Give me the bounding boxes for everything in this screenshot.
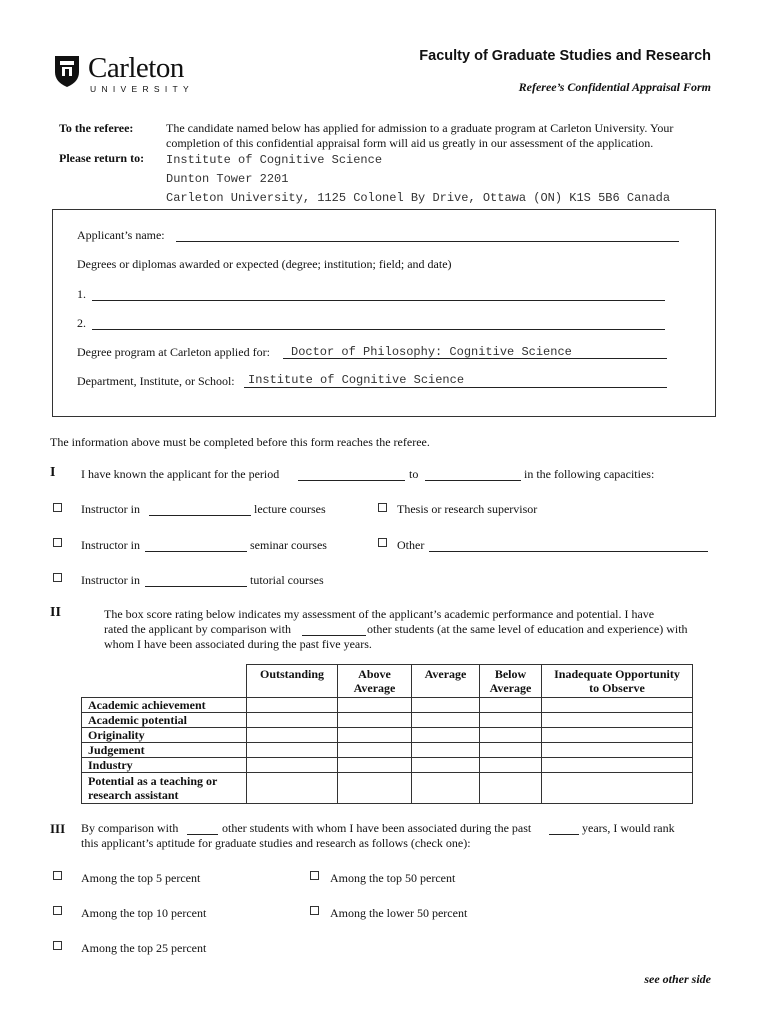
table-corner bbox=[82, 665, 247, 698]
other-label: Other bbox=[397, 538, 425, 552]
col-above-average: Above Average bbox=[338, 665, 412, 698]
other-checkbox[interactable] bbox=[378, 538, 387, 547]
rating-cell[interactable] bbox=[542, 712, 693, 727]
seminar-label-a: Instructor in bbox=[81, 538, 140, 552]
lecture-count-field[interactable] bbox=[149, 504, 251, 516]
degree-item-1-label: 1. bbox=[77, 287, 86, 301]
rating-cell[interactable] bbox=[412, 742, 480, 757]
form-subtitle: Referee’s Confidential Appraisal Form bbox=[518, 80, 711, 94]
rating-cell[interactable] bbox=[338, 757, 412, 772]
row-label-academic-potential: Academic potential bbox=[82, 712, 247, 727]
rating-cell[interactable] bbox=[247, 772, 338, 803]
rating-cell[interactable] bbox=[542, 727, 693, 742]
rating-cell[interactable] bbox=[338, 772, 412, 803]
department-value: Institute of Cognitive Science bbox=[248, 373, 465, 387]
row-label-judgement: Judgement bbox=[82, 742, 247, 757]
top25-label: Among the top 25 percent bbox=[81, 941, 207, 955]
section-3-line-2: this applicant’s aptitude for graduate studies and research as follows (check one): bbox=[81, 836, 471, 850]
intro-text-1: The candidate named below has applied for admission to a graduate program at Carleton University. Your bbox=[166, 121, 674, 135]
rating-cell[interactable] bbox=[542, 742, 693, 757]
rating-cell[interactable] bbox=[412, 697, 480, 712]
col-inadequate-opportunity: Inadequate Opportunity to Observe bbox=[542, 665, 693, 698]
address-line-1: Institute of Cognitive Science bbox=[166, 153, 383, 167]
rating-cell[interactable] bbox=[247, 757, 338, 772]
notice-text: The information above must be completed before this form reaches the referee. bbox=[50, 435, 430, 449]
section-2-line-1: The box score rating below indicates my assessment of the applicant’s academic performance and potential. I have bbox=[104, 607, 655, 621]
lecture-label-b: lecture courses bbox=[254, 502, 326, 516]
rating-cell[interactable] bbox=[542, 772, 693, 803]
logo-subtitle: UNIVERSITY bbox=[90, 84, 195, 94]
rating-cell[interactable] bbox=[542, 757, 693, 772]
applicant-name-field[interactable] bbox=[176, 230, 679, 242]
logo-wordmark: Carleton bbox=[88, 52, 184, 84]
section-1-numeral: I bbox=[50, 465, 56, 480]
table-row bbox=[82, 757, 693, 772]
page-title: Faculty of Graduate Studies and Research bbox=[419, 48, 711, 64]
table-row bbox=[82, 742, 693, 757]
top5-label: Among the top 5 percent bbox=[81, 871, 201, 885]
degree-item-2-field[interactable] bbox=[92, 318, 665, 330]
to-referee-label: To the referee: bbox=[59, 121, 134, 135]
seminar-count-field[interactable] bbox=[145, 540, 247, 552]
lower50-checkbox[interactable] bbox=[310, 906, 319, 915]
section-3-line-1b: other students with whom I have been associated during the past bbox=[222, 821, 532, 835]
row-label-potential: Potential as a teaching or research assistant bbox=[82, 772, 247, 803]
period-to-field[interactable] bbox=[425, 469, 521, 481]
table-row bbox=[82, 712, 693, 727]
rating-cell[interactable] bbox=[247, 727, 338, 742]
rating-cell[interactable] bbox=[412, 712, 480, 727]
see-other-side: see other side bbox=[644, 972, 711, 986]
tutorial-count-field[interactable] bbox=[145, 575, 247, 587]
period-text-b: to bbox=[409, 467, 419, 481]
row-label-industry: Industry bbox=[82, 757, 247, 772]
section-3-line-1c: years, I would rank bbox=[582, 821, 675, 835]
top5-checkbox[interactable] bbox=[53, 871, 62, 880]
tutorial-label-b: tutorial courses bbox=[250, 573, 324, 587]
table-row bbox=[82, 727, 693, 742]
lecture-checkbox[interactable] bbox=[53, 503, 62, 512]
carleton-logo bbox=[54, 54, 199, 96]
lower50-label: Among the lower 50 percent bbox=[330, 906, 468, 920]
comparison-count-field[interactable] bbox=[302, 624, 366, 636]
table-row bbox=[82, 772, 693, 803]
applicant-name-label: Applicant’s name: bbox=[77, 228, 165, 242]
row-label-academic-achievement: Academic achievement bbox=[82, 697, 247, 712]
rating-table bbox=[81, 664, 693, 804]
rating-cell[interactable] bbox=[338, 697, 412, 712]
col-below-average: Below Average bbox=[480, 665, 542, 698]
top50-checkbox[interactable] bbox=[310, 871, 319, 880]
section-3-line-1a: By comparison with bbox=[81, 821, 179, 835]
rating-cell[interactable] bbox=[480, 712, 542, 727]
top10-checkbox[interactable] bbox=[53, 906, 62, 915]
rating-cell[interactable] bbox=[480, 757, 542, 772]
lecture-label-a: Instructor in bbox=[81, 502, 140, 516]
top25-checkbox[interactable] bbox=[53, 941, 62, 950]
seminar-label-b: seminar courses bbox=[250, 538, 327, 552]
address-line-3: Carleton University, 1125 Colonel By Drive, Ottawa (ON) K1S 5B6 Canada bbox=[166, 191, 671, 205]
rating-cell[interactable] bbox=[247, 712, 338, 727]
top50-label: Among the top 50 percent bbox=[330, 871, 456, 885]
rating-cell[interactable] bbox=[247, 742, 338, 757]
thesis-checkbox[interactable] bbox=[378, 503, 387, 512]
section-2-numeral: II bbox=[50, 605, 61, 620]
rating-cell[interactable] bbox=[338, 727, 412, 742]
rating-cell[interactable] bbox=[338, 712, 412, 727]
years-field[interactable] bbox=[549, 823, 579, 835]
thesis-label: Thesis or research supervisor bbox=[397, 502, 538, 516]
period-from-field[interactable] bbox=[298, 469, 405, 481]
col-outstanding: Outstanding bbox=[247, 665, 338, 698]
section-2-line-3: whom I have been associated during the past five years. bbox=[104, 637, 372, 651]
row-label-originality: Originality bbox=[82, 727, 247, 742]
degrees-label: Degrees or diplomas awarded or expected (degree; institution; field; and date) bbox=[77, 257, 452, 271]
address-line-2: Dunton Tower 2201 bbox=[166, 172, 289, 186]
section-3-numeral: III bbox=[50, 821, 66, 836]
section-2-line-2a: rated the applicant by comparison with bbox=[104, 622, 291, 636]
other-field[interactable] bbox=[429, 540, 708, 552]
rating-cell[interactable] bbox=[338, 742, 412, 757]
rating-cell[interactable] bbox=[480, 727, 542, 742]
section-2-line-2b: other students (at the same level of education and experience) with bbox=[367, 622, 688, 636]
comparison-students-field[interactable] bbox=[187, 823, 218, 835]
intro-text-2: completion of this confidential appraisal form will aid us greatly in our assessment of the application. bbox=[166, 136, 654, 150]
rating-cell[interactable] bbox=[412, 757, 480, 772]
top10-label: Among the top 10 percent bbox=[81, 906, 207, 920]
rating-cell[interactable] bbox=[412, 772, 480, 803]
period-text-c: in the following capacities: bbox=[524, 467, 655, 481]
program-label: Degree program at Carleton applied for: bbox=[77, 345, 270, 359]
rating-cell[interactable] bbox=[480, 742, 542, 757]
rating-cell[interactable] bbox=[480, 772, 542, 803]
program-value: Doctor of Philosophy: Cognitive Science bbox=[291, 345, 572, 359]
table-row bbox=[82, 697, 693, 712]
department-label: Department, Institute, or School: bbox=[77, 374, 235, 388]
rating-cell[interactable] bbox=[412, 727, 480, 742]
tutorial-label-a: Instructor in bbox=[81, 573, 140, 587]
return-label: Please return to: bbox=[59, 151, 145, 165]
tutorial-checkbox[interactable] bbox=[53, 573, 62, 582]
seminar-checkbox[interactable] bbox=[53, 538, 62, 547]
degree-item-2-label: 2. bbox=[77, 316, 86, 330]
rating-cell[interactable] bbox=[247, 697, 338, 712]
rating-cell[interactable] bbox=[542, 697, 693, 712]
degree-item-1-field[interactable] bbox=[92, 289, 665, 301]
shield-crest-icon bbox=[54, 54, 80, 88]
col-average: Average bbox=[412, 665, 480, 698]
rating-cell[interactable] bbox=[480, 697, 542, 712]
period-text-a: I have known the applicant for the period bbox=[81, 467, 280, 481]
